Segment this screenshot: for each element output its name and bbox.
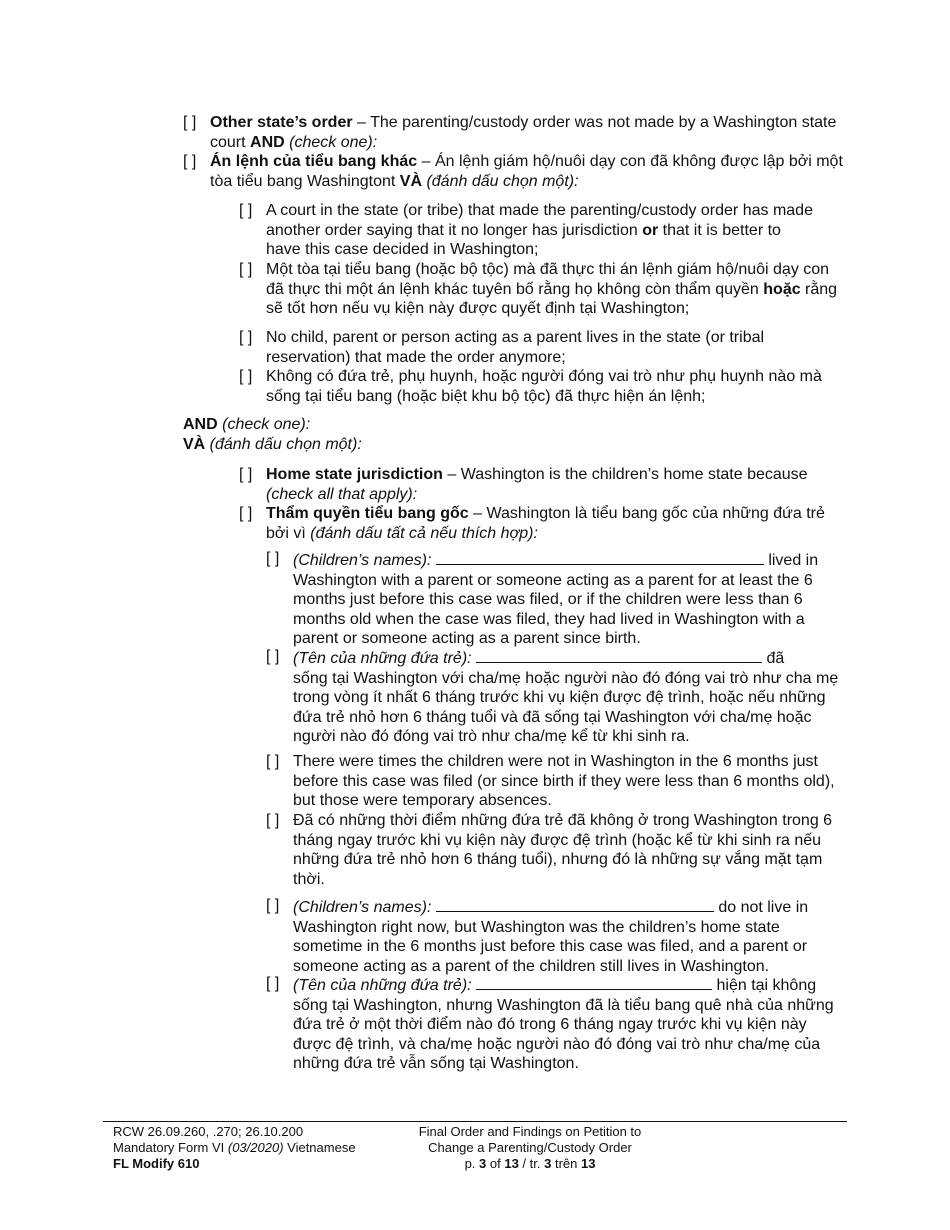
- item-title: Home state jurisdiction: [266, 466, 443, 483]
- footer-divider: [103, 1121, 847, 1122]
- instruction: (đánh dấu tất cả nếu thích hợp):: [310, 524, 538, 542]
- footer-text: p.: [464, 1156, 480, 1171]
- footer-form-id: FL Modify 610: [113, 1156, 200, 1171]
- item-text: đã: [762, 650, 785, 667]
- field-label: (Children’s names):: [293, 899, 432, 916]
- court-declined-vi: [239, 260, 839, 319]
- checkbox[interactable]: [ ]: [183, 114, 197, 131]
- court-declined-en: [239, 201, 819, 260]
- footer-text: trên: [551, 1156, 581, 1171]
- page-total-vi: 13: [580, 1156, 596, 1171]
- item-text: hiện tại không: [712, 977, 817, 994]
- page-current: 3: [479, 1156, 487, 1171]
- item-text: – Washington is the children’s home state because: [442, 466, 808, 483]
- footer-text: Mandatory Form VI: [113, 1140, 228, 1155]
- instruction: (check one):: [289, 133, 378, 151]
- checkbox[interactable]: [ ]: [239, 329, 253, 346]
- footer-text: Vietnamese: [283, 1140, 356, 1155]
- children-names-input[interactable]: [436, 549, 764, 565]
- footer-text: of: [486, 1156, 505, 1171]
- checkbox[interactable]: [ ]: [239, 202, 253, 219]
- footer-left: [113, 1124, 403, 1172]
- home-state-jurisdiction-en: [239, 465, 849, 504]
- instruction: (đánh dấu chọn một):: [205, 436, 362, 453]
- bold-or: or: [642, 221, 659, 239]
- field-label: (Children’s names):: [293, 552, 432, 569]
- item-title: Thẩm quyền tiểu bang gốc: [266, 505, 469, 522]
- and-check-one-vi: [183, 435, 362, 455]
- instruction: (đánh dấu chọn một):: [426, 172, 579, 190]
- checkbox[interactable]: [ ]: [266, 812, 280, 829]
- item-text: Đã có những thời điểm những đứa trẻ đã không ở trong Washington trong 6 tháng ngay trước khi vụ kiện này được đệ trình (hoặc kể từ khi sinh ra nếu những đứa trẻ nhỏ hơn 6 tháng tuổi), nhưng đó là những sự vắng mặt tạm thời.: [293, 812, 833, 888]
- temporary-absences-en: [266, 752, 836, 811]
- item-text: do not live in: [713, 899, 809, 916]
- footer-title-line2: Change a Parenting/Custody Order: [428, 1140, 632, 1155]
- field-label: (Tên của những đứa trẻ):: [293, 977, 472, 994]
- page-total: 13: [504, 1156, 519, 1171]
- and-check-one-en: [183, 415, 310, 435]
- checkbox[interactable]: [ ]: [266, 648, 280, 665]
- item-text: – Washington là tiểu bang gốc của những đứa trẻ bởi vì: [266, 505, 825, 542]
- item-text: No child, parent or person acting as a parent lives in the state (or tribal reservation) that made the order anymore;: [266, 329, 765, 366]
- item-text: that it is better to have this case decided in Washington;: [266, 221, 781, 258]
- checkbox[interactable]: [ ]: [183, 153, 197, 170]
- item-text: – Án lệnh giám hộ/nuôi dạy con đã không được lập bởi một tòa tiểu bang Washingtont: [210, 153, 843, 190]
- children-not-live-en: [266, 896, 846, 976]
- children-names-input[interactable]: [476, 974, 712, 990]
- checkbox[interactable]: [ ]: [266, 550, 280, 567]
- other-state-order-vi: [183, 152, 843, 191]
- item-text: rằng sẽ tốt hơn nếu vụ kiện này được quyết định tại Washington;: [266, 280, 838, 317]
- item-text: sống tại Washington với cha/mẹ hoặc người nào đó đóng vai trò như cha mẹ trong vòng ít nhất 6 tháng trước khi vụ kiện được đệ trình, hoặc nếu những đứa trẻ nhỏ hơn 6 tháng tuổi và đã sống tại Washington với cha/mẹ hoặc người nào đó đóng vai trò như cha/mẹ kể từ khi sinh ra.: [293, 669, 839, 745]
- no-one-lives-vi: [239, 367, 839, 406]
- item-text: – The parenting/custody order was not made by a Washington state court: [210, 114, 837, 151]
- item-text: sống tại Washington, nhưng Washington đã là tiểu bang quê nhà của những đứa trẻ ở một thời điểm nào đó trong 6 tháng ngay trước khi vụ kiện này được đệ trình, và cha/mẹ hoặc người nào đó đóng vai trò như cha/mẹ của những đứa trẻ vẫn sống tại Washington.: [293, 996, 834, 1072]
- and-label: AND: [250, 133, 285, 151]
- checkbox[interactable]: [ ]: [239, 368, 253, 385]
- children-lived-vi: [266, 647, 846, 747]
- checkbox[interactable]: [ ]: [266, 753, 280, 770]
- footer-center: [395, 1124, 665, 1172]
- field-label: (Tên của những đứa trẻ):: [293, 650, 472, 667]
- checkbox[interactable]: [ ]: [239, 505, 253, 522]
- item-text: A court in the state (or tribe) that made the parenting/custody order has made another order saying that it no longer has jurisdiction: [266, 202, 813, 239]
- item-text: Washington right now, but Washington was the children’s home state sometime in the 6 months just before this case was filed, and a parent or someone acting as a parent of the children still lives in Washington.: [293, 918, 808, 975]
- children-names-input[interactable]: [436, 896, 714, 912]
- footer-rcw: RCW 26.09.260, .270; 26.10.200: [113, 1124, 304, 1139]
- footer-text: / tr.: [518, 1156, 545, 1171]
- footer-title-line1: Final Order and Findings on Petition to: [418, 1124, 642, 1139]
- item-text: There were times the children were not in Washington in the 6 months just before this case was filed (or since birth if they were less than 6 months old), but those were temporary absences.: [293, 753, 835, 809]
- bold-or: hoặc: [763, 280, 801, 298]
- footer-form-version: [113, 1140, 403, 1156]
- checkbox[interactable]: [ ]: [266, 897, 280, 914]
- checkbox[interactable]: [ ]: [239, 466, 253, 483]
- instruction: (check one):: [217, 416, 311, 433]
- page-number: [395, 1156, 665, 1172]
- children-lived-en: [266, 549, 846, 649]
- home-state-jurisdiction-vi: [239, 504, 844, 543]
- item-title: Other state’s order: [210, 114, 353, 131]
- temporary-absences-vi: [266, 811, 841, 889]
- footer-date: (03/2020): [227, 1140, 284, 1155]
- checkbox[interactable]: [ ]: [239, 261, 253, 278]
- and-label: VÀ: [399, 172, 422, 190]
- and-label: AND: [183, 416, 218, 433]
- instruction: (check all that apply):: [266, 485, 418, 503]
- no-one-lives-en: [239, 328, 819, 367]
- and-label: VÀ: [183, 436, 206, 453]
- checkbox[interactable]: [ ]: [266, 975, 280, 992]
- page-current-vi: 3: [544, 1156, 552, 1171]
- item-text: Một tòa tại tiểu bang (hoặc bộ tộc) mà đã thực thi án lệnh giám hộ/nuôi dạy con đã thực thi một án lệnh khác tuyên bố rằng họ không còn thẩm quyền: [266, 261, 830, 298]
- item-title: Án lệnh của tiểu bang khác: [210, 153, 418, 170]
- other-state-order-en: [183, 113, 843, 152]
- item-text: Không có đứa trẻ, phụ huynh, hoặc người đóng vai trò như phụ huynh nào mà sống tại tiểu bang (hoặc biệt khu bộ tộc) đã thực hiện án lệnh;: [266, 368, 822, 405]
- children-names-input[interactable]: [476, 647, 762, 663]
- item-text: lived in: [763, 552, 819, 569]
- item-text: Washington with a parent or someone acting as a parent for at least the 6 months just before this case was filed, or if the children were less than 6 months old when the case was filed, they had lived in Washington with a parent or someone acting as a parent since birth.: [293, 571, 813, 647]
- children-not-live-vi: [266, 974, 846, 1074]
